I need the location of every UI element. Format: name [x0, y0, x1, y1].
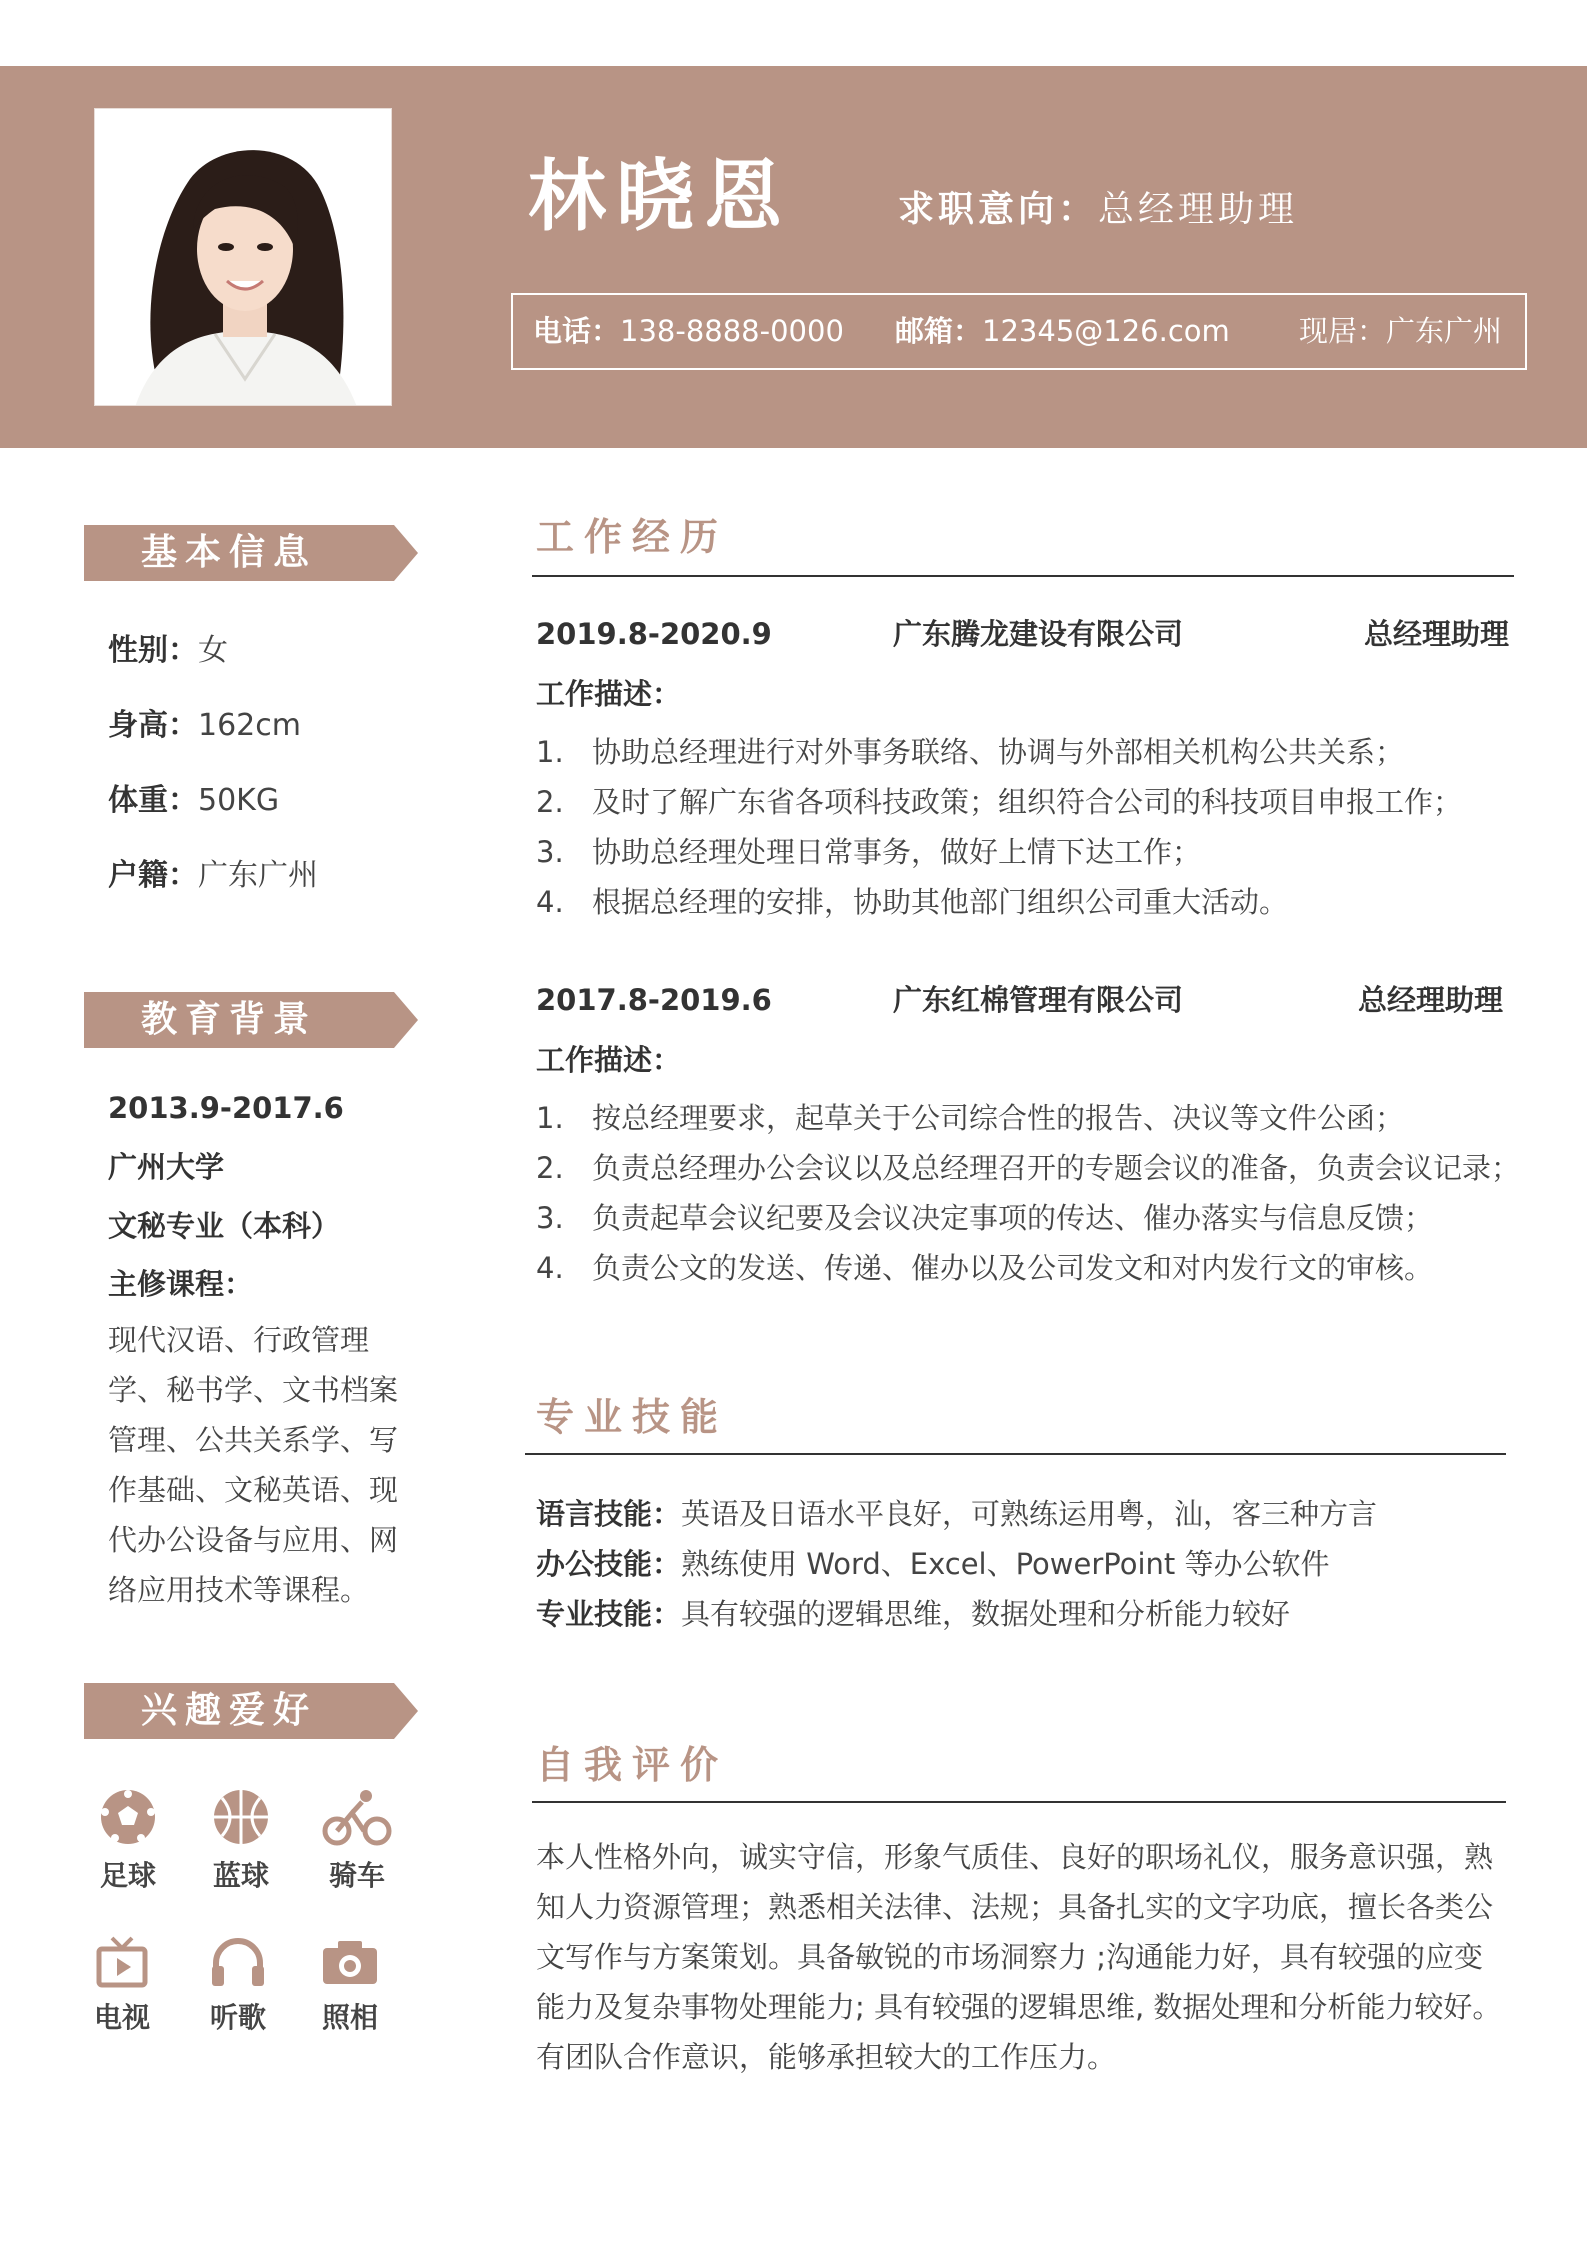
- duty-number: 4.: [536, 1251, 564, 1285]
- candidate-name: 林晓恩: [528, 152, 793, 242]
- skill-language: [536, 1497, 1378, 1531]
- skill-label: 语言技能：: [536, 1497, 682, 1531]
- eval-line: 有团队合作意识，能够承担较大的工作压力。: [536, 2040, 1117, 2074]
- basic-info-banner: [84, 525, 418, 581]
- education-period: 2013.9-2017.6: [108, 1091, 344, 1125]
- job-position: 总经理助理: [1364, 617, 1510, 651]
- duty-item: [536, 885, 1289, 919]
- section-divider: [525, 1453, 1506, 1455]
- duty-text: 负责公文的发送、传递、催办以及公司发文和对内发行文的审核。: [592, 1251, 1434, 1285]
- location-value: 广东广州: [1386, 314, 1503, 348]
- course-line: 学、秘书学、文书档案: [108, 1373, 399, 1407]
- job-desc-label: 工作描述：: [536, 677, 682, 711]
- basic-info-title: 基本信息: [140, 532, 317, 573]
- info-label: 户籍：: [108, 858, 198, 893]
- section-divider: [532, 575, 1514, 577]
- info-weight: [108, 783, 280, 818]
- education-major: 文秘专业（本科）: [108, 1209, 341, 1243]
- eval-line: 知人力资源管理；熟悉相关法律、法规；具备扎实的文字功底，擅长各类公: [536, 1890, 1494, 1924]
- job-position: 总经理助理: [1358, 983, 1504, 1017]
- job-company: 广东红棉管理有限公司: [893, 983, 1184, 1017]
- duty-text: 根据总经理的安排，协助其他部门组织公司重大活动。: [592, 885, 1289, 919]
- courses-text: [108, 1315, 408, 1615]
- hobby-label: 蓝球: [212, 1859, 269, 1892]
- job-intention: [898, 189, 1299, 230]
- info-value: 广东广州: [198, 858, 318, 893]
- duty-number: 3.: [536, 1201, 564, 1235]
- info-gender: [108, 633, 228, 668]
- portrait-illustration: [95, 109, 392, 406]
- skill-value: 熟练使用 Word、Excel、PowerPoint 等办公软件: [681, 1547, 1330, 1581]
- location-label: 现居：: [1299, 314, 1387, 348]
- duty-item: [536, 1101, 1405, 1135]
- skill-value: 具有较强的逻辑思维，数据处理和分析能力较好: [681, 1597, 1291, 1631]
- education-title: 教育背景: [140, 999, 317, 1040]
- info-value: 50KG: [198, 783, 280, 818]
- education-school: 广州大学: [108, 1150, 225, 1184]
- hobby-label: 电视: [93, 2001, 150, 2034]
- skill-office: [536, 1547, 1330, 1581]
- hobby-photography: [295, 1936, 405, 2032]
- intention-value: 总经理助理: [1098, 189, 1299, 230]
- email: [895, 295, 1230, 368]
- eval-line: 文写作与方案策划。具备敏锐的市场洞察力 ;沟通能力好，具有较强的应变: [536, 1940, 1483, 1974]
- hobby-label: 骑车: [328, 1859, 385, 1892]
- duty-item: [536, 835, 1202, 869]
- tv-icon: [96, 1936, 148, 1988]
- education-banner: [84, 992, 418, 1048]
- info-label: 体重：: [108, 783, 198, 818]
- info-label: 性别：: [108, 633, 198, 668]
- job-desc-label: 工作描述：: [536, 1043, 682, 1077]
- duty-item: [536, 735, 1405, 769]
- profile-photo: [94, 108, 392, 406]
- eval-line: 能力及复杂事物处理能力; 具有较强的逻辑思维, 数据处理和分析能力较好。: [536, 1990, 1502, 2024]
- course-line: 代办公设备与应用、网: [108, 1523, 399, 1557]
- cyclist-icon: [322, 1788, 392, 1846]
- info-value: 女: [198, 633, 228, 668]
- skill-label: 专业技能：: [536, 1597, 682, 1631]
- course-line: 作基础、文秘英语、现: [108, 1473, 399, 1507]
- skills-section-title: 专业技能: [536, 1395, 729, 1439]
- email-label: 邮箱：: [895, 314, 983, 348]
- duty-item: [536, 785, 1463, 819]
- duty-text: 按总经理要求，起草关于公司综合性的报告、决议等文件公函；: [592, 1101, 1405, 1135]
- duty-number: 3.: [536, 835, 564, 869]
- headphones-icon: [209, 1936, 267, 1988]
- section-divider: [532, 1801, 1506, 1803]
- soccer-ball-icon: [99, 1788, 157, 1846]
- work-section-title: 工作经历: [536, 515, 729, 559]
- hobby-label: 照相: [321, 2001, 378, 2034]
- intention-label: 求职意向：: [898, 189, 1099, 230]
- phone-label: 电话：: [533, 314, 621, 348]
- duty-text: 负责总经理办公会议以及总经理召开的专题会议的准备，负责会议记录；: [592, 1151, 1521, 1185]
- course-line: 现代汉语、行政管理: [108, 1323, 370, 1357]
- duty-item: [536, 1151, 1521, 1185]
- hobby-music: [183, 1936, 293, 2032]
- courses-label: 主修课程：: [108, 1267, 254, 1301]
- phone-value: 138-8888-0000: [620, 314, 844, 348]
- hobby-tv: [67, 1936, 177, 2032]
- eval-line: 本人性格外向，诚实守信，形象气质佳、良好的职场礼仪，服务意识强，熟: [536, 1840, 1494, 1874]
- duty-number: 1.: [536, 735, 564, 769]
- hobby-soccer: [73, 1788, 183, 1890]
- duty-text: 协助总经理进行对外事务联络、协调与外部相关机构公共关系；: [592, 735, 1405, 769]
- camera-icon: [321, 1936, 379, 1988]
- duty-text: 及时了解广东省各项科技政策；组织符合公司的科技项目申报工作；: [592, 785, 1463, 819]
- info-label: 身高：: [108, 708, 198, 743]
- job-period: 2017.8-2019.6: [536, 983, 772, 1017]
- info-height: [108, 708, 301, 743]
- email-value: 12345@126.com: [982, 314, 1230, 348]
- phone: [533, 295, 844, 368]
- duty-item: [536, 1251, 1434, 1285]
- hobby-label: 足球: [99, 1859, 156, 1892]
- job-company: 广东腾龙建设有限公司: [893, 617, 1184, 651]
- info-hometown: [108, 858, 318, 893]
- course-line: 络应用技术等课程。: [108, 1573, 370, 1607]
- hobby-basketball: [186, 1788, 296, 1890]
- self-eval-section-title: 自我评价: [536, 1743, 729, 1787]
- hobbies-title: 兴趣爱好: [140, 1690, 317, 1731]
- course-line: 管理、公共关系学、写: [108, 1423, 399, 1457]
- duty-item: [536, 1201, 1434, 1235]
- info-value: 162cm: [198, 708, 301, 743]
- job-period: 2019.8-2020.9: [536, 617, 772, 651]
- duty-number: 2.: [536, 1151, 564, 1185]
- location: [1299, 295, 1502, 368]
- duty-text: 协助总经理处理日常事务，做好上情下达工作；: [592, 835, 1202, 869]
- contact-box: [511, 293, 1527, 370]
- skill-label: 办公技能：: [536, 1547, 682, 1581]
- self-eval-text: [536, 1832, 1506, 2082]
- duty-number: 4.: [536, 885, 564, 919]
- duty-text: 负责起草会议纪要及会议决定事项的传达、催办落实与信息反馈；: [592, 1201, 1434, 1235]
- duty-number: 1.: [536, 1101, 564, 1135]
- hobbies-banner: [84, 1683, 418, 1739]
- basketball-icon: [212, 1788, 270, 1846]
- skill-professional: [536, 1597, 1291, 1631]
- skill-value: 英语及日语水平良好，可熟练运用粤，汕，客三种方言: [681, 1497, 1378, 1531]
- hobby-cycling: [302, 1788, 412, 1890]
- duty-number: 2.: [536, 785, 564, 819]
- hobby-label: 听歌: [209, 2001, 266, 2034]
